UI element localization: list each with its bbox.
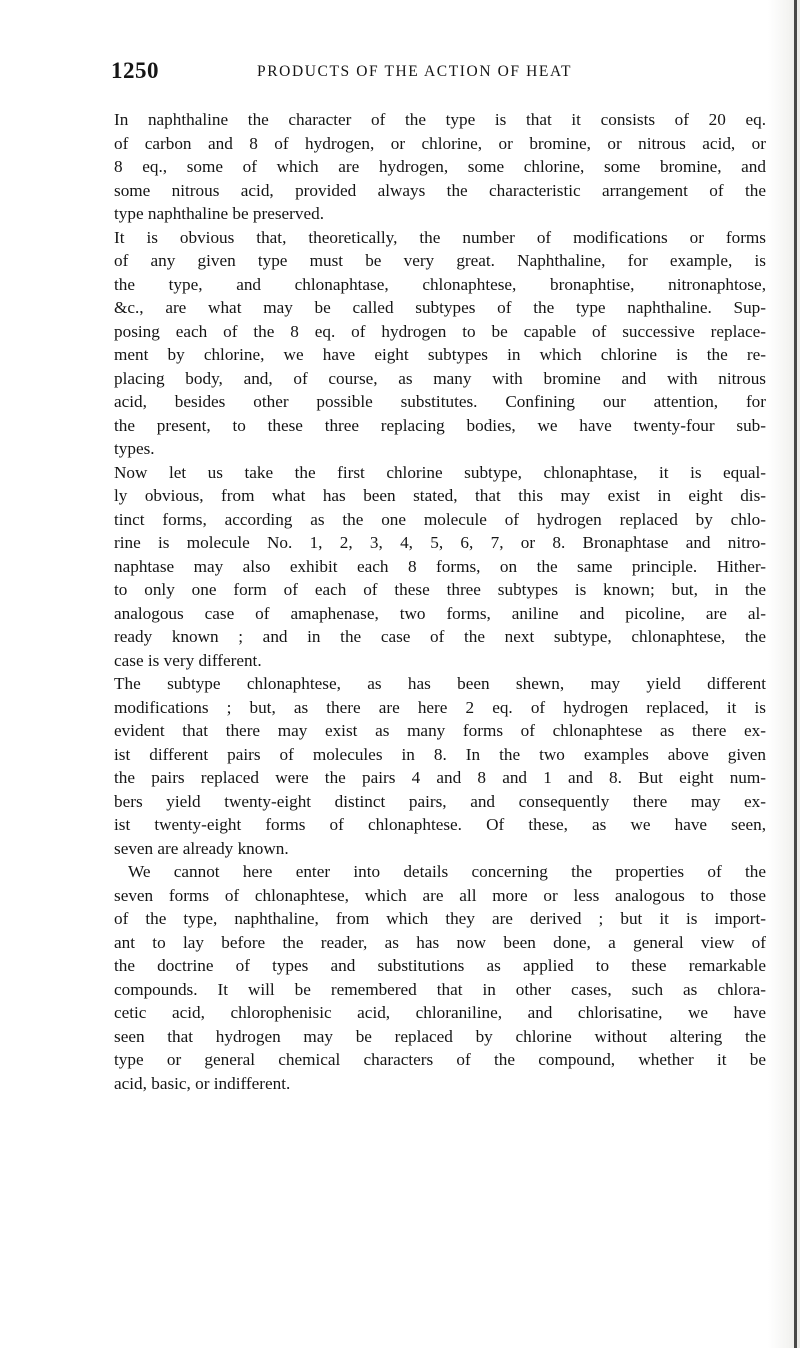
text-line: some nitrous acid, provided always the characteristic arrangement of the [114,180,766,200]
text-line: seven are already known. [114,838,289,858]
text-line: naphtase may also exhibit each 8 forms, on the same principle. Hither- [114,556,766,576]
text-line: The subtype chlonaphtese, as has been shewn, may yield different [114,674,766,693]
text-line: the present, to these three replacing bodies, we have twenty-four sub- [114,415,766,435]
text-line: It is obvious that, theoretically, the number of modifications or forms [114,227,766,247]
text-line: ready known ; and in the case of the next subtype, chlonaphtese, the [114,627,766,646]
text-line: ly obvious, from what has been stated, that this may exist in eight dis- [114,486,766,505]
page-edge-shadow [794,0,797,1348]
text-line: seven forms of chlonaphtese, which are all more or less analogous to those [114,885,766,905]
text-line: of any given type must be very great. Naphthaline, for example, is [114,251,766,270]
text-line: rine is molecule No. 1, 2, 3, 4, 5, 6, 7, or 8. Bronaphtase and nitro- [114,533,766,552]
text-line: case is very different. [114,650,262,670]
text-line: compounds. It will be remembered that in other cases, such as chlora- [114,979,766,999]
text-line: of carbon and 8 of hydrogen, or chlorine, or bromine, or nitrous acid, or [114,133,766,153]
text-line: ist twenty-eight forms of chlonaphtese. Of these, as we have seen, [114,815,766,834]
text-line: ment by chlorine, we have eight subtypes in which chlorine is the re- [114,345,766,364]
text-line: the type, and chlonaphtase, chlonaphtese, bronaphtise, nitronaphtose, [114,274,766,294]
text-line: the pairs replaced were the pairs 4 and 8 and 1 and 8. But eight num- [114,768,766,787]
text-line: acid, basic, or indifferent. [114,1073,291,1093]
text-line: placing body, and, of course, as many with bromine and with nitrous [114,368,766,388]
page-number: 1250 [111,58,159,83]
text-line: type naphthaline be preserved. [114,204,324,223]
text-line: modifications ; but, as there are here 2 eq. of hydrogen replaced, it is [114,697,766,717]
text-line: analogous case of amaphenase, two forms, aniline and picoline, are al- [114,603,766,623]
text-line: seen that hydrogen may be replaced by chlorine without altering the [114,1026,766,1046]
text-line: ist different pairs of molecules in 8. In the two examples above given [114,744,766,764]
text-line: evident that there may exist as many forms of chlonaphtese as there ex- [114,721,766,740]
text-line: types. [114,439,155,458]
text-line: posing each of the 8 eq. of hydrogen to be capable of successive replace- [114,321,766,341]
text-line: ant to lay before the reader, as has now been done, a general view of [114,932,766,952]
text-line: of the type, naphthaline, from which they are derived ; but it is import- [114,909,766,928]
text-line: bers yield twenty-eight distinct pairs, and consequently there may ex- [114,791,766,811]
text-line: tinct forms, according as the one molecule of hydrogen replaced by chlo- [114,509,766,529]
text-line: to only one form of each of these three subtypes is known; but, in the [114,580,766,599]
text-line: Now let us take the first chlorine subtype, chlonaphtase, it is equal- [114,462,766,482]
text-line: We cannot here enter into details concerning the properties of the [128,862,766,881]
text-line: In naphthaline the character of the type is that it consists of 20 eq. [114,110,766,129]
running-head: PRODUCTS OF THE ACTION OF HEAT [257,63,573,80]
page-header [111,58,751,90]
text-line: &c., are what may be called subtypes of the type naphthaline. Sup- [114,298,766,317]
text-line: cetic acid, chlorophenisic acid, chloraniline, and chlorisatine, we have [114,1003,766,1022]
body-text [114,108,766,1095]
text-line: the doctrine of types and substitutions as applied to these remarkable [114,956,766,975]
text-line: 8 eq., some of which are hydrogen, some chlorine, some bromine, and [114,157,766,176]
text-line: type or general chemical characters of the compound, whether it be [114,1050,766,1069]
text-line: acid, besides other possible substitutes. Confining our attention, for [114,392,766,411]
